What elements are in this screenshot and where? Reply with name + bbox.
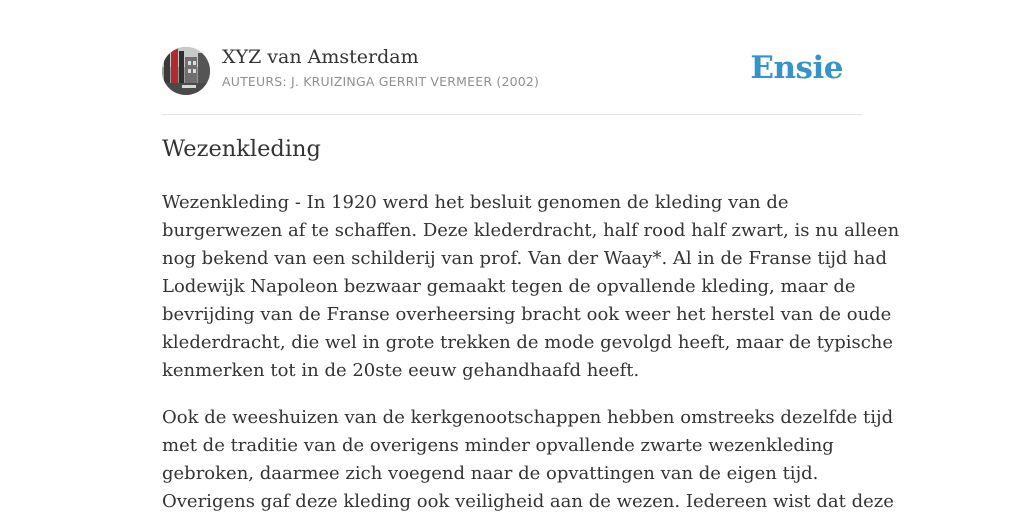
article-body [162,189,900,512]
book-authors: AUTEURS: J. KRUIZINGA GERRIT VERMEER (2002) [222,74,540,89]
paragraph-line: Lodewijk Napoleon bezwaar gemaakt tegen de opvallende kleding, maar de [162,276,856,297]
paragraph-line: kenmerken tot in de 20ste eeuw gehandhaafd heeft. [162,360,640,381]
paragraph-line: gebroken, daarmee zich voegend naar de opvattingen van de eigen tijd. [162,463,819,484]
paragraph-line: burgerwezen af te schaffen. Deze klederdracht, half rood half zwart, is nu alleen [162,220,900,241]
paragraph-line: met de traditie van de overigens minder opvallende zwarte wezenkleding [162,435,834,456]
paragraph [162,404,894,512]
paragraph [162,189,900,385]
book-title[interactable]: XYZ van Amsterdam [222,46,419,68]
paragraph-line: Wezenkleding - In 1920 werd het besluit genomen de kleding van de [162,192,789,213]
book-header [162,46,862,115]
book-cover-photo-icon[interactable] [162,47,210,95]
paragraph-line: nog bekend van een schilderij van prof. Van der Waay*. Al in de Franse tijd had [162,248,888,269]
ensie-logo-link[interactable]: Ensie [750,50,843,86]
paragraph-line: Overigens gaf deze kleding ook veiligheid aan de wezen. Iedereen wist dat deze [162,491,894,512]
paragraph-line: bevrijding van de Franse overheersing bracht ook weer het herstel van de oude [162,304,892,325]
paragraph-line: Ook de weeshuizen van de kerkgenootschappen hebben omstreeks dezelfde tijd [162,407,894,428]
article-title: Wezenkleding [162,136,321,162]
paragraph-line: klederdracht, die wel in grote trekken de mode gevolgd heeft, maar de typische [162,332,894,353]
